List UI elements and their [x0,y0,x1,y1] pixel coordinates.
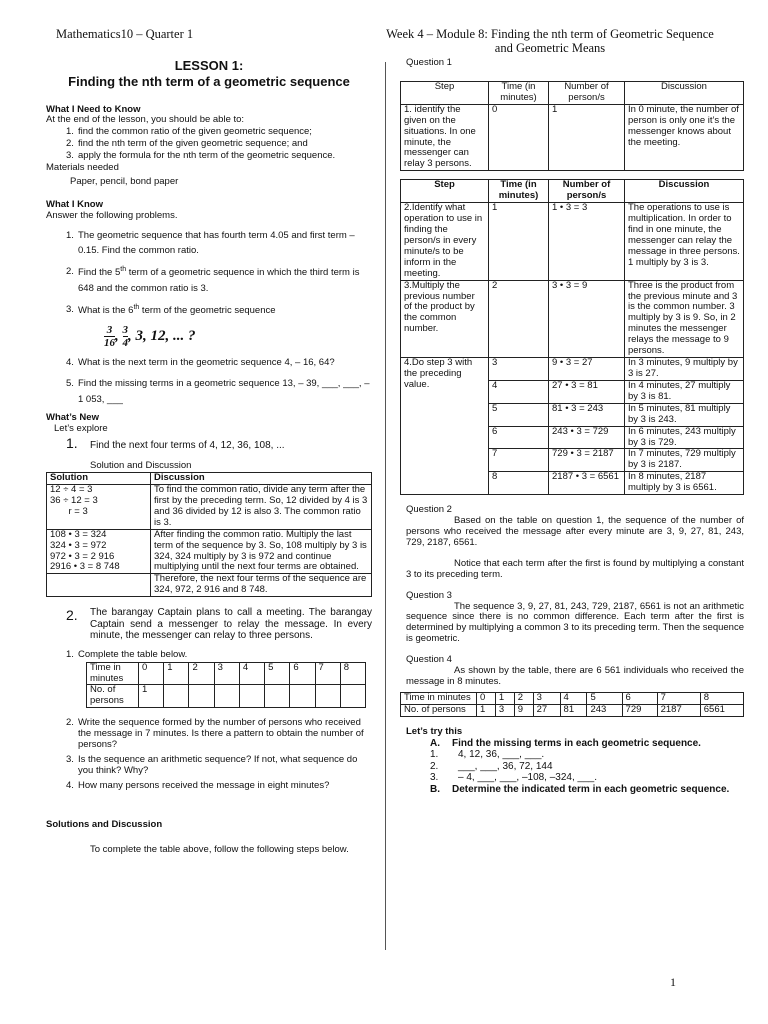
question4-p: As shown by the table, there are 6 561 individuals who received the message in 8 minutes. [406,665,744,688]
solutions-text: To complete the table above, follow the following steps below. [90,843,349,855]
part-b: B. Determine the indicated term in each geometric sequence. [430,783,730,795]
lets-try-item: 3. – 4, ___, ___, –108, –324, ___. [430,772,598,784]
what-i-know-heading: What I Know [46,198,103,210]
table-row: No. of persons 1 3 9 27 81 243 729 2187 6561 [401,704,744,716]
table-row: 8 2187 • 3 = 6561 In 8 minutes, 2187 multiply by 3 is 6561. [401,472,744,495]
table-row: 4 27 • 3 = 81 In 4 minutes, 27 multiply by 3 is 81. [401,380,744,403]
table-row: Therefore, the next four terms of the sequence are 324, 972, 2 916 and 8 748. [47,574,372,597]
lesson-heading: Finding the nth term of a geometric sequence [68,74,350,90]
question2-p2: Notice that each term after the first is found by multiplying a constant 3 to its preceding term. [406,557,744,580]
question3-p: The sequence 3, 9, 27, 81, 243, 729, 2187, 6561 is not an arithmetic sequence since there is no common difference. Each term after the first is determined by multiplying a common 3 to its preceding term. Then the sequence is geometric. [406,600,744,645]
list-item: 2. Find the 5th term of a geometric sequence in which the third term is 648 and the common ratio is 3. [66,266,360,294]
materials-label: Materials needed [46,162,119,174]
list-item: 1. Complete the table below. [66,648,188,660]
table-row: 12 ÷ 4 = 3 36 ÷ 12 = 3 r = 3 To find the common ratio, divide any term after the first by the preceding term. So, 12 divided by 4 is 3 and 36 divided by 12 is also 3. The common ratio is 3. [47,484,372,529]
header-right-line2: and Geometric Means [494,41,606,56]
table-row: 3.Multiply the previous number of the product by the common number. 2 3 • 3 = 9 Three is the product from the previous minute and 3 is the common number. 3 multiply by 3 is 9. So, in 2 minutes the messenger relays the message to 9 persons. [401,280,744,357]
column-divider [385,62,386,950]
question4-table [400,692,744,717]
left-column [46,58,372,856]
tasks-list [46,650,372,661]
blank-persons-table [86,662,366,709]
what-i-need-intro: At the end of the lesson, you should be able to: [46,114,245,126]
table-row: 2.Identify what operation to use in finding the person/s in every minute/s to be inform in the meeting. 1 1 • 3 = 3 The operations to use is multiplication. In order to find in one minute, the messenger can relay the message in three persons. 1 multiply by 3 is 3. [401,203,744,280]
page-number: 1 [670,975,676,989]
list-item: 2. find the nth term of the given geometric sequence; and [66,138,308,150]
solutions-heading: Solutions and Discussion [46,818,163,830]
table-row: Time in minutes 0 1 2 3 4 5 6 7 8 [87,662,366,685]
header-right-line1: Week 4 – Module 8: Finding the nth term of Geometric Sequence [386,27,714,41]
list-item: 3. What is the 6th term of the geometric sequence [66,303,276,316]
lesson-label: LESSON 1: [174,58,244,73]
header-right [360,27,740,56]
tasks-list-2 [46,718,372,792]
table-row: 7 729 • 3 = 2187 In 7 minutes, 729 multiply by 3 is 2187. [401,449,744,472]
explore-label: Let’s explore [54,422,108,434]
list-item: 1. find the common ratio of the given geometric sequence; [66,126,312,138]
list-item: 2. Write the sequence formed by the number of persons who received the message in 7 minutes. Is there a pattern to obtain the number of persons? [66,717,364,751]
table-row: 1. identify the given on the situations. In one minute, the messenger can relay 3 persons. 0 1 In 0 minute, the number of person is only one it’s the messenger knows about the meeting. [401,104,744,171]
table-row: 5 81 • 3 = 243 In 5 minutes, 81 multiply by 3 is 243. [401,403,744,426]
list-item: 1. The geometric sequence that has fourth term 4.05 and first term – 0.15. Find the common ratio. [66,229,355,256]
what-i-know-list [46,228,372,318]
list-item: 3. Is the sequence an arithmetic sequence? If not, what sequence do you think? Why? [66,754,358,776]
what-i-know-list-2 [46,355,372,407]
question2-label: Question 2 [406,504,452,516]
objectives-list [46,127,372,162]
solution-discussion-label: Solution and Discussion [90,460,192,472]
lets-try-item: 1. 4, 12, 36, ___, ___. [430,749,545,761]
table-row: No. of persons 1 [87,685,366,708]
problem-1: 1. Find the next four terms of 4, 12, 36, 108, ... [66,434,285,451]
part-a: A. Find the missing terms in each geometric sequence. [430,737,701,749]
list-item: 3. apply the formula for the nth term of the geometric sequence. [66,150,336,162]
right-column [400,58,744,795]
question2-p1: Based on the table on question 1, the sequence of the number of persons who received the message after every minute are 3, 9, 27, 81, 243, 729, 2187, 6561. [406,515,744,548]
list-item: 4. What is the next term in the geometric sequence 4, – 16, 64? [66,357,335,369]
question3-label: Question 3 [406,589,452,601]
question1-table-1: Step Time (in minutes) Number of person/s Discussion 1. identify the given on the situations. In one minute, the messenger can relay 3 persons. 0 1 In 0 minute, the number of person is only one it’s the messenger knows about the meeting. [400,81,744,171]
sequence-formula: $\frac{3}{16}$ , $\frac{3}{4}$ , 3, 12, ... ? [104,324,196,350]
table-row: 4.Do step 3 with the preceding value. 3 9 • 3 = 27 In 3 minutes, 9 multiply by 3 is 27. [401,358,744,381]
materials: Paper, pencil, bond paper [70,176,179,188]
problem-2: 2. The barangay Captain plans to call a meeting. The barangay Captain send a messenger to relay the message. In every minute, the messenger can relay to three persons. [66,607,372,642]
list-item: 5. Find the missing terms in a geometric sequence 13, – 39, ___, ___, –1 053, ___ [66,378,370,405]
question1-table-2: Step Time (in minutes) Number of person/s Discussion 2.Identify what operation to use in finding the person/s in every minute/s to be inform in the meeting. 1 1 • 3 = 3 The operations to use is multiplication. In order to find in one minute, the messenger can relay the message in three persons. 1 multiply by 3 is 3. 3.Multiply the previous number of the product by the common number. 2 3 • 3 = 9 Three is the product from the previous minute and 3 is the common number. 3 multiply by 3 is 9. So, in 2 minutes the messenger relays the message to 9 persons. 4.Do step 3 with the preceding value. 3 9 • 3 = 27 In 3 minutes, 9 multiply by 3 is 27. 4 27 • 3 = 81 In 4 minutes, 27 multiply by 3 is 81. 5 81 • 3 = 243 In 5 minutes, 81 multiply by 3 is 243. 6 243 • 3 = 729 In 6 minutes, 243 multiply by 3 is 729. 7 729 • 3 = 2187 In 7 minutes, 729 multiply by 3 is 2187. 8 2187 • 3 = 6561 In 8 minutes, 2187 multiply by 3 is 6561. [400,179,744,495]
whats-new-heading: What’s New [46,411,99,423]
lets-try-heading: Let’s try this [406,725,463,737]
lesson-title [46,58,372,91]
list-item: 4. How many persons received the message in eight minutes? [66,779,330,791]
question1-label: Question 1 [406,57,452,68]
solution-table: Solution Discussion 12 ÷ 4 = 3 36 ÷ 12 = 3 r = 3 To find the common ratio, divide any term after the first by the preceding term. So, 12 divided by 4 is 3 and 36 divided by 12 is also 3. The common ratio is 3. 108 • 3 = 324 324 • 3 = 972 972 • 3 = 2 916 2916 • 3 = 8 748 After finding the common ratio. Multiply the last term of the sequence by 3. So, 108 multiply by 3 is 324, 324 multiply by 3 is 972 and continue multiplying until the next four terms are obtained. Therefore, the next four terms of the sequence are 324, 972, 2 916 and 8 748. [46,472,372,597]
table-row: Time in minutes 0 1 2 3 4 5 6 7 8 [401,693,744,705]
what-i-need-heading: What I Need to Know [46,103,141,115]
header-left: Mathematics10 – Quarter 1 [56,27,194,41]
what-i-know-intro: Answer the following problems. [46,209,178,221]
question4-label: Question 4 [406,654,452,666]
table-row: 6 243 • 3 = 729 In 6 minutes, 243 multiply by 3 is 729. [401,426,744,449]
lets-try-item: 2. ___, ___, 36, 72, 144 [430,760,553,772]
table-row: 108 • 3 = 324 324 • 3 = 972 972 • 3 = 2 916 2916 • 3 = 8 748 After finding the common ratio. Multiply the last term of the sequence by 3. So, 108 multiply by 3 is 324, 324 multiply by 3 is 972 and continue multiplying until the next four terms are obtained. [47,529,372,574]
